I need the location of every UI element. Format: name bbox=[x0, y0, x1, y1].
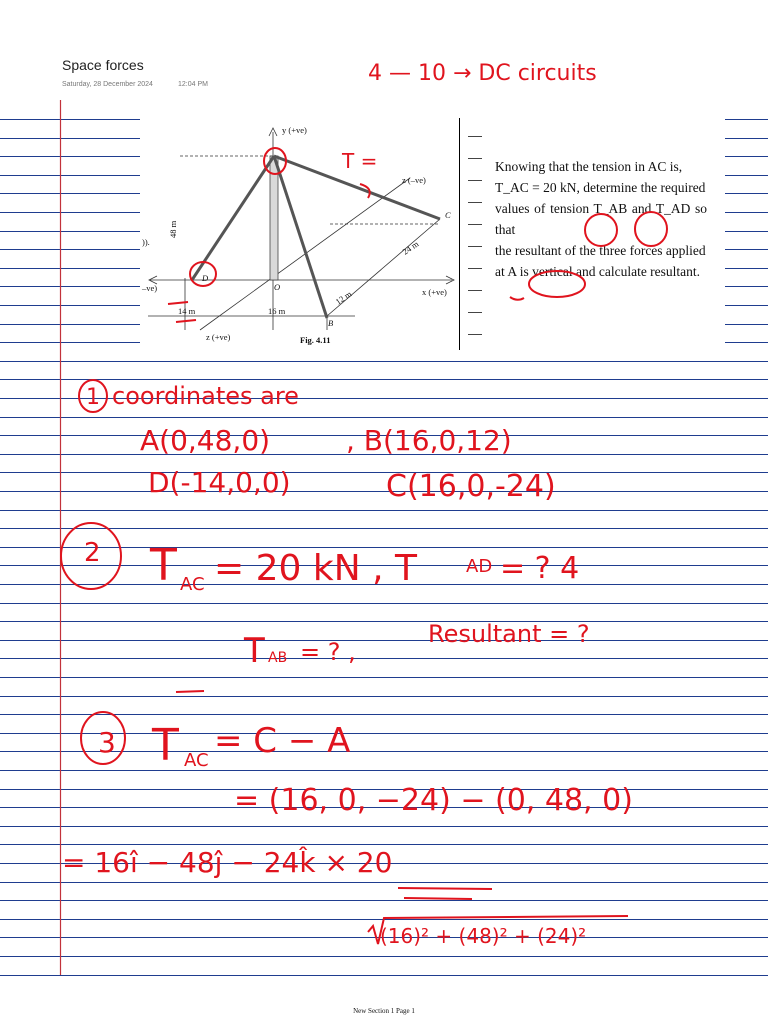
circle-point-d bbox=[190, 262, 216, 286]
label-o: O bbox=[274, 282, 281, 292]
overbar-step3 bbox=[176, 691, 204, 692]
page-footer: New Section 1 Page 1 bbox=[353, 1007, 415, 1015]
step2-tab: T bbox=[244, 631, 265, 671]
label-ob-len: 12 m bbox=[333, 288, 354, 307]
circle-tad bbox=[635, 212, 667, 246]
label-x-neg: –ve) bbox=[142, 283, 158, 293]
label-x-pos: x (+ve) bbox=[422, 287, 447, 297]
circle-point-a bbox=[264, 148, 286, 174]
step2-resultant: Resultant = ? bbox=[428, 620, 590, 648]
note-top: 4 — 10 → DC circuits bbox=[368, 61, 597, 86]
coord-b: , B(16,0,12) bbox=[346, 424, 512, 457]
step2-t-sub: AC bbox=[180, 574, 205, 595]
step3-magnitude: (16)² + (48)² + (24)² bbox=[380, 924, 587, 948]
label-z-pos: z (+ve) bbox=[206, 332, 231, 342]
problem-line-4: the resultant of the three forces applied bbox=[495, 243, 706, 258]
arrow-t bbox=[360, 184, 370, 198]
note-t-eq: T = bbox=[342, 149, 378, 173]
step3-t: T bbox=[152, 720, 179, 771]
fig-caption: Fig. 4.11 bbox=[300, 335, 331, 345]
step3-c-minus-a: = C − A bbox=[214, 721, 351, 761]
step2-tad-value: = ? 4 bbox=[500, 551, 580, 586]
page-title: Space forces bbox=[62, 57, 144, 73]
step1-number: 1 bbox=[86, 385, 100, 410]
label-d: D bbox=[202, 273, 209, 283]
step2-t: T bbox=[150, 540, 177, 591]
label-height: 48 m bbox=[168, 220, 178, 238]
label-ob-x: 16 m bbox=[268, 306, 286, 316]
step2-number: 2 bbox=[84, 538, 101, 568]
fraction-line bbox=[398, 888, 492, 889]
step1-heading: coordinates are bbox=[112, 382, 299, 410]
step2-tad-sub: AD bbox=[466, 556, 493, 577]
step3-vector: = 16î − 48ĵ − 24k̂ × 20 bbox=[62, 846, 393, 879]
coord-d: D(-14,0,0) bbox=[148, 466, 291, 499]
label-c: C bbox=[445, 210, 451, 220]
problem-line-2: T_AC = 20 kN, determine the required bbox=[495, 180, 706, 195]
step2-tab-value: = ? , bbox=[300, 638, 356, 666]
problem-line-1: Knowing that the tension in AC is, bbox=[495, 159, 683, 174]
label-z-neg: z (–ve) bbox=[402, 175, 426, 185]
step2-tab-sub: AB bbox=[268, 650, 288, 666]
label-od: 14 m bbox=[178, 306, 196, 316]
problem-line-5: at A is vertical and calculate resultant. bbox=[495, 264, 701, 279]
label-ac-len: 24 m bbox=[400, 238, 421, 257]
step3-t-sub: AC bbox=[184, 750, 209, 771]
step3-number: 3 bbox=[98, 726, 116, 759]
step2-tac-value: = 20 kN , T bbox=[214, 548, 417, 589]
label-b: B bbox=[328, 318, 334, 328]
label-edge: )). bbox=[142, 237, 150, 247]
label-y-axis: y (+ve) bbox=[282, 125, 307, 135]
step3-difference: = (16, 0, −24) − (0, 48, 0) bbox=[234, 783, 633, 818]
coord-a: A(0,48,0) bbox=[140, 424, 271, 457]
page-date: Saturday, 28 December 2024 bbox=[62, 81, 153, 88]
circle-tab bbox=[585, 214, 617, 246]
underline-is bbox=[510, 297, 524, 300]
coord-c: C(16,0,-24) bbox=[386, 469, 556, 504]
page-time: 12:04 PM bbox=[178, 81, 208, 88]
divisor-underline bbox=[404, 898, 472, 899]
bracket-14m bbox=[168, 302, 196, 322]
problem-line-3: values of tension T_AB and T_AD so that bbox=[495, 201, 707, 237]
circle-vertical bbox=[529, 271, 585, 297]
